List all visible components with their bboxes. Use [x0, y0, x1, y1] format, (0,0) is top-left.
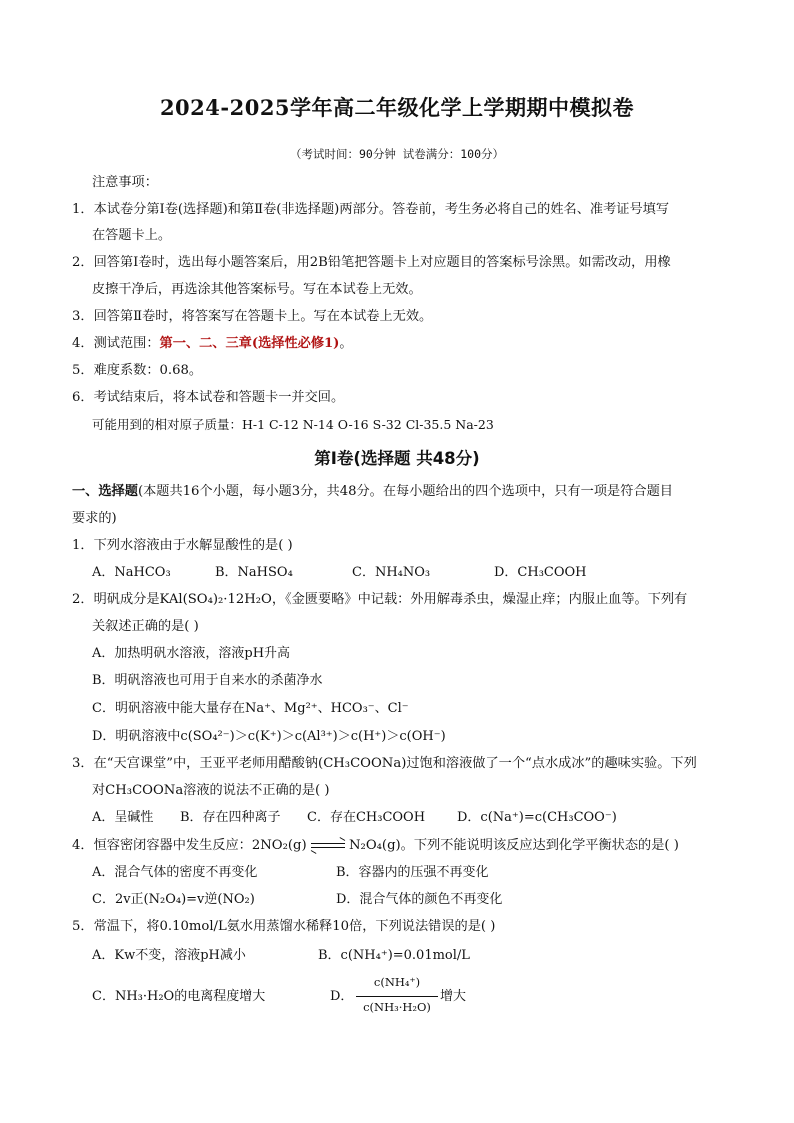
- question-5-option-c: C．NH₃·H₂O的电离程度增大: [92, 989, 266, 1004]
- note-1-line-1: 1．本试卷分第Ⅰ卷(选择题)和第Ⅱ卷(非选择题)两部分。答卷前，考生务必将自己的姓名、准考证号填写: [72, 202, 670, 217]
- section-intro-line-2: 要求的): [72, 511, 117, 526]
- note-4: [72, 335, 353, 353]
- question-1-option-c: C．NH₄NO₃: [352, 565, 431, 580]
- question-5-fraction-denominator: c(NH₃·H₂O): [363, 1000, 431, 1014]
- question-3-stem-line-2: 对CH₃COONa溶液的说法不正确的是( ): [92, 783, 330, 798]
- question-3-option-a: A．呈碱性: [92, 810, 154, 825]
- question-5-option-d-label: D．: [330, 989, 354, 1004]
- question-5-option-b: B．c(NH₄⁺)=0.01mol/L: [318, 948, 470, 963]
- question-5-option-d-suffix: 增大: [440, 989, 467, 1004]
- question-2-option-d: D．明矾溶液中c(SO₄²⁻)＞c(K⁺)＞c(Al³⁺)＞c(H⁺)＞c(OH⁻): [92, 729, 446, 744]
- note-4-suffix: 。: [339, 336, 353, 351]
- question-1-option-b: B．NaHSO₄: [215, 565, 293, 580]
- question-2-option-b: B．明矾溶液也可用于自来水的杀菌净水: [92, 673, 323, 688]
- note-5: 5．难度系数：0.68。: [72, 363, 203, 378]
- question-2-stem-line-1: 2．明矾成分是KAl(SO₄)₂·12H₂O，《金匮要略》中记载：外用解毒杀虫，燥湿止痒；内服止血等。下列有: [72, 592, 688, 607]
- note-2-line-1: 2．回答第Ⅰ卷时，选出每小题答案后，用2B铅笔把答题卡上对应题目的答案标号涂黑。如需改动，用橡: [72, 255, 671, 270]
- exam-time-info: （考试时间：90分钟 试卷满分：100分）: [289, 147, 505, 161]
- question-4-stem-prefix: 4．恒容密闭容器中发生反应：2NO₂(g): [72, 838, 307, 853]
- fraction-bar: [356, 996, 438, 997]
- section-title: 第Ⅰ卷(选择题 共48分): [314, 449, 480, 468]
- section-intro: [72, 483, 673, 501]
- note-3: 3．回答第Ⅱ卷时，将答案写在答题卡上。写在本试卷上无效。: [72, 309, 433, 324]
- section-intro-label: 一、选择题: [72, 484, 138, 499]
- question-3-stem-line-1: 3．在“天宫课堂”中，王亚平老师用醋酸钠(CH₃COONa)过饱和溶液做了一个“点水成冰”的趣味实验。下列: [72, 756, 697, 771]
- question-4-stem: [72, 837, 679, 855]
- page-title: 2024-2025学年高二年级化学上学期期中模拟卷: [159, 95, 635, 120]
- question-2-option-a: A．加热明矾水溶液，溶液pH升高: [92, 646, 291, 661]
- question-2-stem-line-2: 关叙述正确的是( ): [92, 619, 199, 634]
- note-6: 6．考试结束后，将本试卷和答题卡一并交回。: [72, 390, 345, 405]
- question-1-stem: 1．下列水溶液由于水解显酸性的是( ): [72, 538, 293, 553]
- question-4-option-b: B．容器内的压强不再变化: [336, 865, 489, 880]
- note-1-line-2: 在答题卡上。: [92, 228, 172, 243]
- question-3-option-b: B．存在四种离子: [180, 810, 281, 825]
- question-5-fraction-numerator: c(NH₄⁺): [373, 975, 421, 989]
- question-4-option-d: D．混合气体的颜色不再变化: [336, 892, 503, 907]
- question-5-stem: 5．常温下，将0.10mol/L氨水用蒸馏水稀释10倍，下列说法错误的是( ): [72, 919, 496, 934]
- question-2-option-c: C．明矾溶液中能大量存在Na⁺、Mg²⁺、HCO₃⁻、Cl⁻: [92, 701, 409, 716]
- question-1-option-a: A．NaHCO₃: [92, 565, 171, 580]
- note-2-line-2: 皮擦干净后，再选涂其他答案标号。写在本试卷上无效。: [92, 282, 422, 297]
- notes-heading: 注意事项：: [92, 175, 158, 190]
- section-intro-text: (本题共16个小题，每小题3分，共48分。在每小题给出的四个选项中，只有一项是符合题目: [137, 484, 673, 499]
- question-3-option-d: D．c(Na⁺)=c(CH₃COO⁻): [457, 810, 617, 825]
- question-3-option-c: C．存在CH₃COOH: [307, 810, 426, 825]
- equilibrium-arrow-icon: [311, 842, 345, 850]
- question-4-option-c: C．2v正(N₂O₄)=v逆(NO₂): [92, 892, 255, 907]
- note-4-scope: 第一、二、三章(选择性必修1): [159, 336, 340, 351]
- question-4-option-a: A．混合气体的密度不再变化: [92, 865, 258, 880]
- question-1-option-d: D．CH₃COOH: [494, 565, 587, 580]
- note-4-prefix: 4．测试范围：: [72, 336, 160, 351]
- question-4-stem-suffix: N₂O₄(g)。下列不能说明该反应达到化学平衡状态的是( ): [349, 838, 679, 853]
- atomic-masses: 可能用到的相对原子质量：H-1 C-12 N-14 O-16 S-32 Cl-35.5 Na-23: [92, 417, 494, 432]
- question-5-option-a: A．Kw不变，溶液pH减小: [92, 948, 246, 963]
